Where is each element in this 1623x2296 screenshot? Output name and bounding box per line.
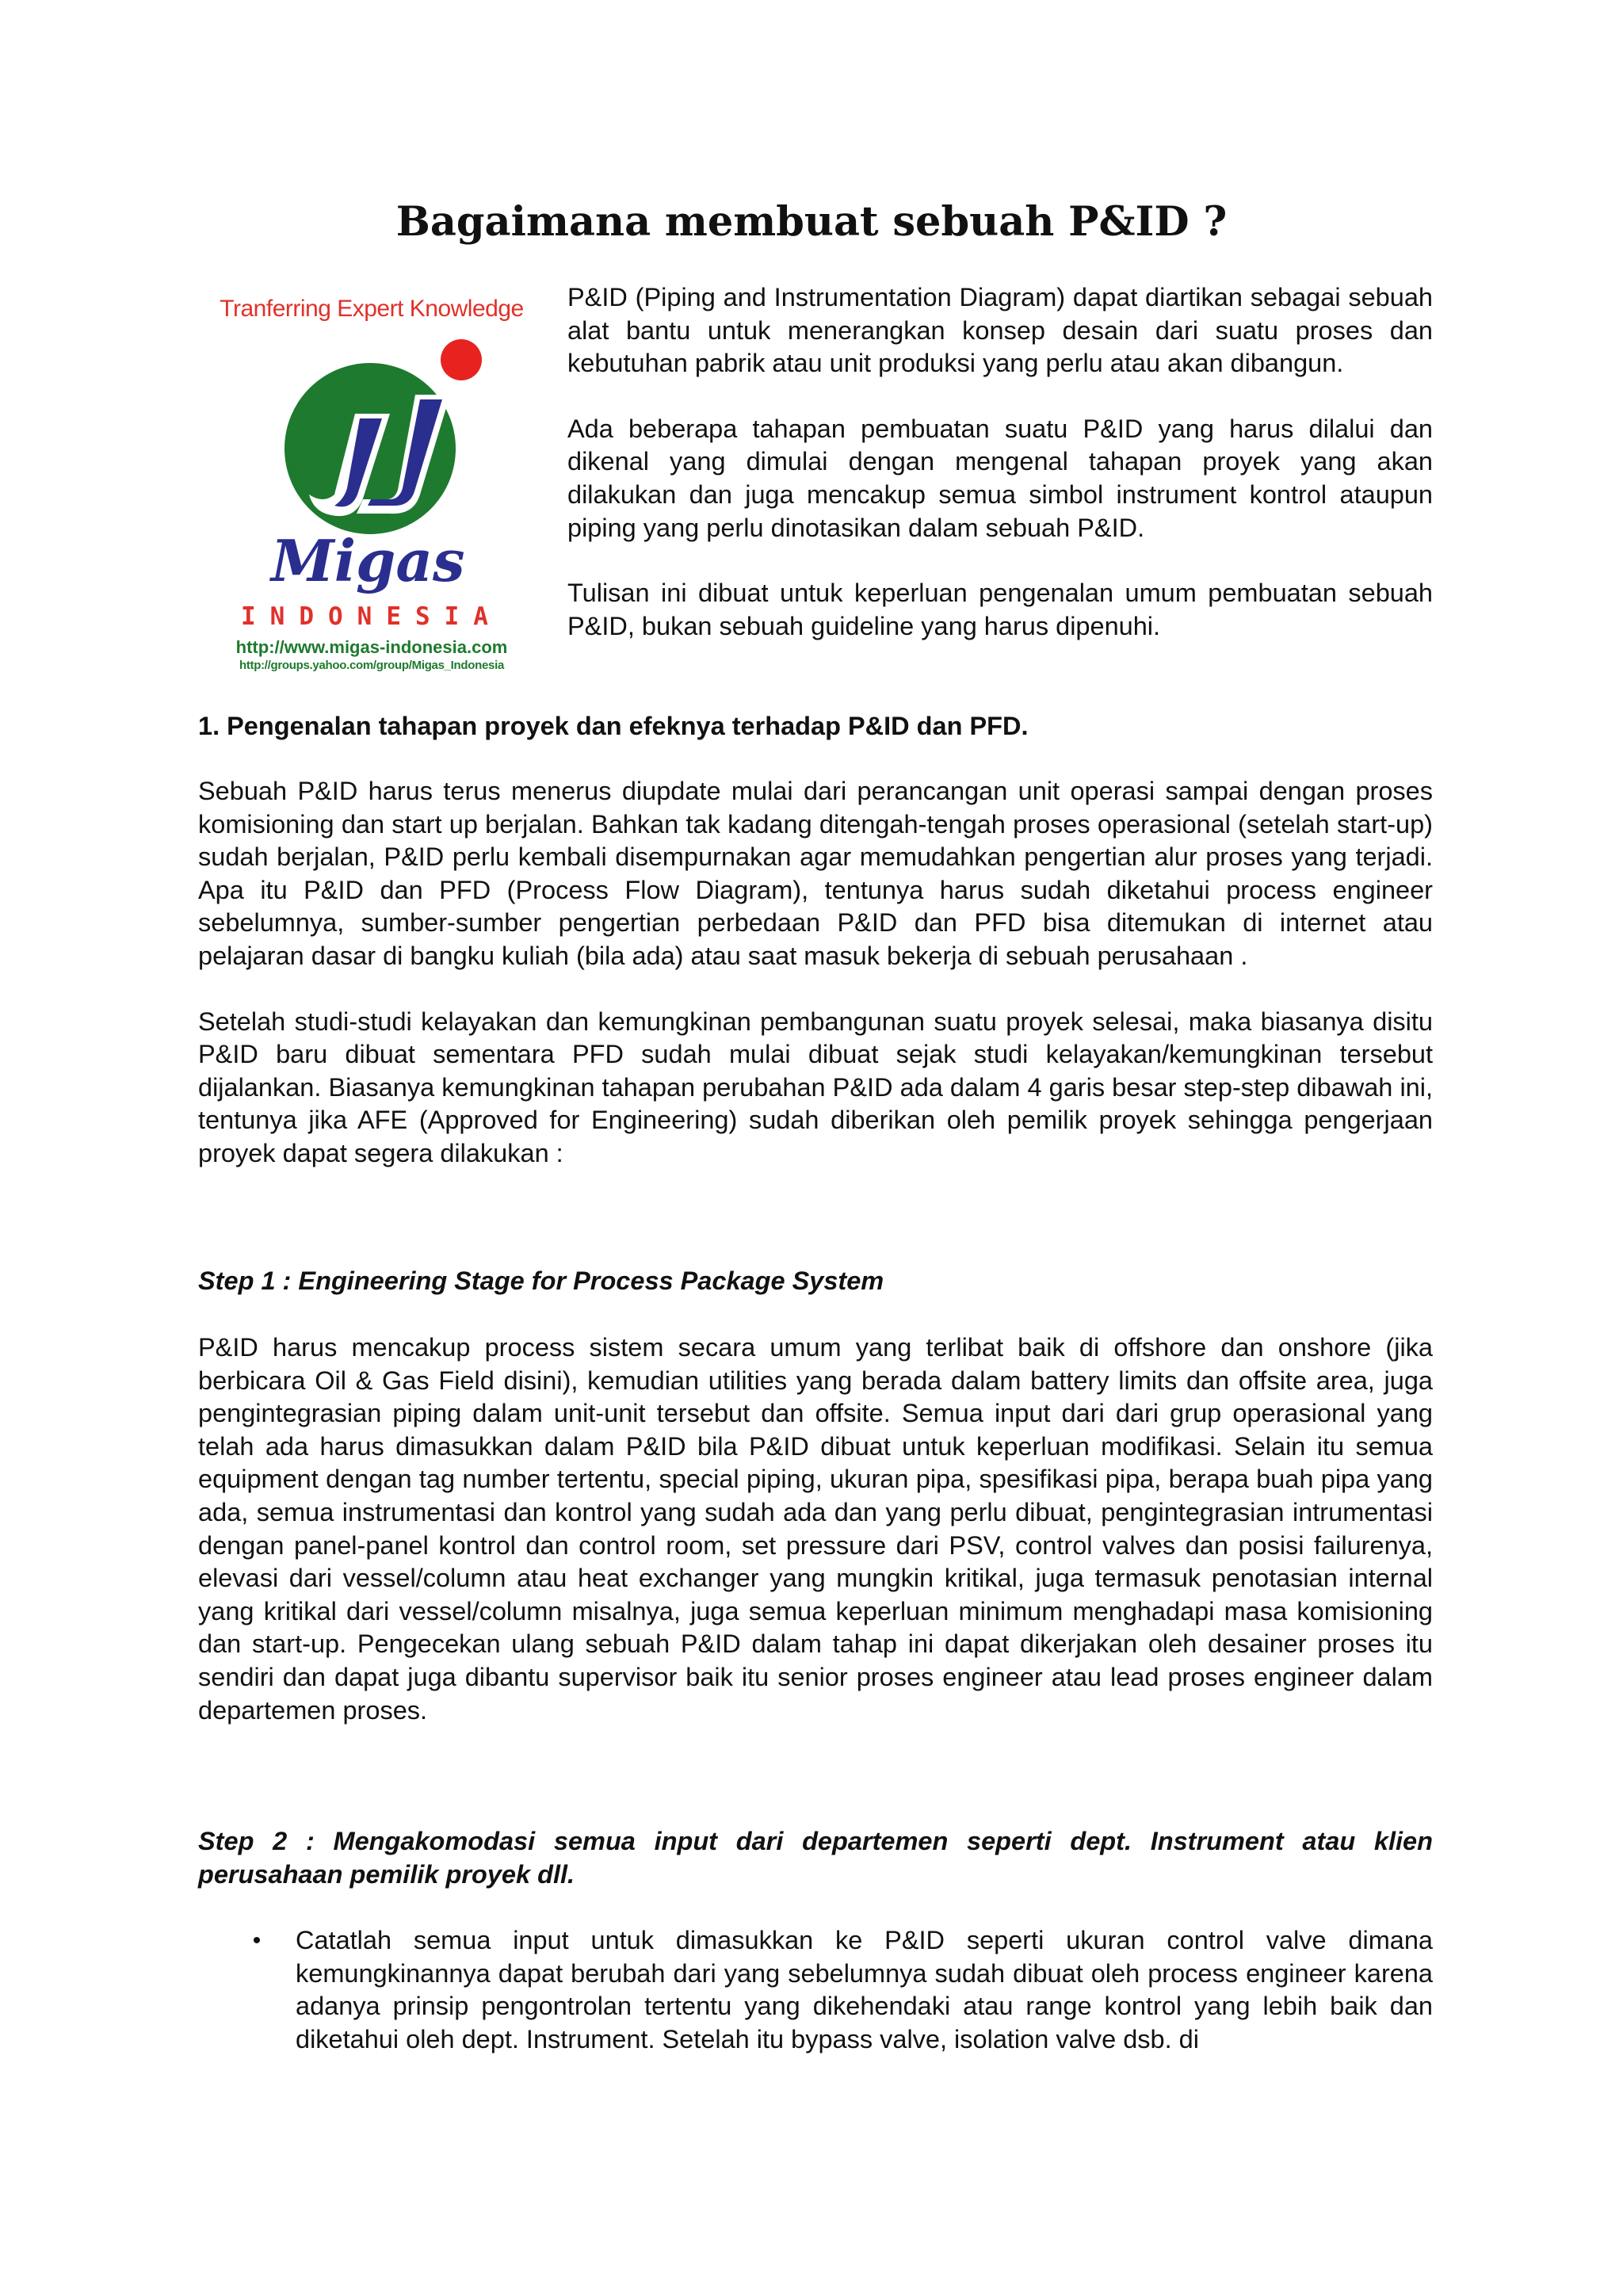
section-1-paragraph: Sebuah P&ID harus terus menerus diupdate mulai dari perancangan unit operasi sampai dengan proses komisioning dan start up berjalan. Bahkan tak kadang ditengah-tengah proses operasional (setelah start-up) sudah berjalan, P&ID perlu kembali disempurnakan agar memudahkan pengertian alur proses yang terjadi. Apa itu P&ID dan PFD (Process Flow Diagram), tentunya harus sudah diketahui process engineer sebelumnya, sumber-sumber pengertian perbedaan P&ID dan PFD bisa ditemukan di internet atau pelajaran dasar di bangku kuliah (bila ada) atau saat masuk bekerja di sebuah perusahaan . (198, 777, 1433, 970)
logo-country: INDONESIA (241, 602, 502, 631)
list-item (198, 1924, 1433, 2056)
step-2-bullet-list (198, 1924, 1433, 2056)
section-1-body (198, 775, 1433, 1171)
logo-group-url: http://groups.yahoo.com/group/Migas_Indonesia (239, 659, 504, 672)
logo-emblem-icon (262, 336, 491, 541)
document-title: Bagaimana membuat sebuah P&ID ? (395, 198, 1228, 246)
step-1-heading: Step 1 : Engineering Stage for Process Package System (198, 1266, 884, 1295)
step-1-paragraph: P&ID harus mencakup process sistem secara umum yang terlibat baik di offshore dan onshore (jika berbicara Oil & Gas Field disini), kemudian utilities yang berada dalam battery limits dan offsite area, juga pengintegrasian piping dalam unit-unit tersebut dan offsite. Semua input dari dari grup operasional yang telah ada harus dimasukkan dalam P&ID bila P&ID dibuat untuk keperluan modifikasi. Selain itu semua equipment dengan tag number tertentu, special piping, ukuran pipa, spesifikasi pipa, berapa buah pipa yang ada, semua instrumentasi dan kontrol yang sudah ada dan yang perlu dibuat, pengintegrasian intrumentasi dengan panel-panel kontrol dan control room, set pressure dari PSV, control valves dan posisi failurenya, elevasi dari vessel/column atau heat exchanger yang mungkin kritikal, juga termasuk penotasian internal yang kritikal dari vessel/column misalnya, juga semua keperluan minimum menghadapi masa komisioning dan start-up. Pengecekan ulang sebuah P&ID dalam tahap ini dapat dikerjakan oleh desainer proses itu sendiri dan dapat juga dibantu supervisor baik itu senior proses engineer atau lead proses engineer dalam departemen proses. (198, 1333, 1433, 1725)
step-2-heading: Step 2 : Mengakomodasi semua input dari departemen seperti dept. Instrument atau klien perusahaan pemilik proyek dll. (198, 1827, 1433, 1889)
section-1-heading: 1. Pengenalan tahapan proyek dan efeknya terhadap P&ID dan PFD. (198, 712, 1029, 740)
intro-paragraph: P&ID (Piping and Instrumentation Diagram) dapat diartikan sebagai sebuah alat bantu untuk menerangkan konsep desain dari suatu proses dan kebutuhan pabrik atau unit produksi yang perlu atau akan dibangun. (567, 283, 1433, 378)
intro-paragraph: Tulisan ini dibuat untuk keperluan pengenalan umum pembuatan sebuah P&ID, bukan sebuah guideline yang harus dipenuhi. (567, 579, 1433, 640)
logo-tagline: Tranferring Expert Knowledge (220, 296, 524, 322)
intro-paragraph: Ada beberapa tahapan pembuatan suatu P&ID yang harus dilalui dan dikenal yang dimulai dengan mengenal tahapan proyek yang akan dilakukan dan juga mencakup semua simbol instrument kontrol ataupun piping yang perlu dinotasikan dalam sebuah P&ID. (567, 414, 1433, 542)
bullet-icon: • (252, 1927, 262, 1954)
migas-indonesia-logo (198, 287, 545, 682)
logo-website-url: http://www.migas-indonesia.com (235, 637, 508, 657)
intro-text (567, 281, 1433, 643)
section-1-paragraph: Setelah studi-studi kelayakan dan kemungkinan pembangunan suatu proyek selesai, maka biasanya disitu P&ID baru dibuat sementara PFD sudah mulai dibuat sejak studi kelayakan/kemungkinan tersebut dijalankan. Biasanya kemungkinan tahapan perubahan P&ID ada dalam 4 garis besar step-step dibawah ini, tentunya jika AFE (Approved for Engineering) sudah diberikan oleh pemilik proyek sehingga pengerjaan proyek dapat segera dilakukan : (198, 1007, 1433, 1167)
list-item-text: Catatlah semua input untuk dimasukkan ke P&ID seperti ukuran control valve dimana kemungkinannya dapat berubah dari yang sebelumnya sudah dibuat oleh process engineer karena adanya prinsip pengontrolan tertentu yang dikehendaki atau range kontrol yang lebih baik dan diketahui oleh dept. Instrument. Setelah itu bypass valve, isolation valve dsb. di (296, 1926, 1433, 2053)
step-1-body (198, 1331, 1433, 1727)
logo-name: Migas (271, 527, 465, 594)
